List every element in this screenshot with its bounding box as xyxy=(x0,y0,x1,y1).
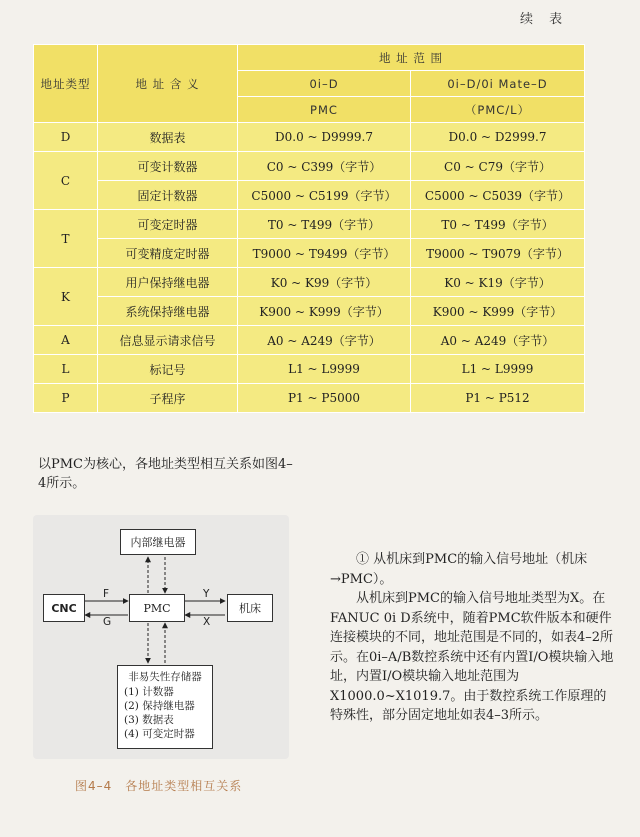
label-f: F xyxy=(103,588,110,600)
range-cell: A0 ~ A249（字节） xyxy=(411,326,585,355)
header-address-type: 地址类型 xyxy=(34,45,98,123)
meaning-cell: 可变定时器 xyxy=(98,210,238,239)
machine-box: 机床 xyxy=(227,594,273,622)
range-cell: K0 ~ K19（字节） xyxy=(411,268,585,297)
meaning-cell: 可变精度定时器 xyxy=(98,239,238,268)
table-row xyxy=(34,297,585,326)
label-g: G xyxy=(103,616,112,628)
header-pmc: PMC xyxy=(238,97,411,123)
range-cell: P1 ~ P512 xyxy=(411,384,585,413)
nv-item: (1) 计数器 xyxy=(124,686,174,698)
type-cell: T xyxy=(34,210,98,268)
range-cell: C0 ~ C79（字节） xyxy=(411,152,585,181)
type-cell: D xyxy=(34,123,98,152)
range-cell: T0 ~ T499（字节） xyxy=(238,210,411,239)
label-y: Y xyxy=(203,588,210,600)
header-model-0i-mate-d: 0i–D/0i Mate–D xyxy=(411,71,585,97)
meaning-cell: 信息显示请求信号 xyxy=(98,326,238,355)
pmc-box: PMC xyxy=(129,594,185,622)
type-cell: K xyxy=(34,268,98,326)
range-cell: D0.0 ~ D9999.7 xyxy=(238,123,411,152)
meaning-cell: 数据表 xyxy=(98,123,238,152)
type-cell: P xyxy=(34,384,98,413)
right-text-column xyxy=(330,550,615,726)
range-cell: T9000 ~ T9079（字节） xyxy=(411,239,585,268)
address-table xyxy=(33,44,585,413)
type-cell: A xyxy=(34,326,98,355)
range-cell: C5000 ~ C5199（字节） xyxy=(238,181,411,210)
table-row xyxy=(34,210,585,239)
type-cell: C xyxy=(34,152,98,210)
header-model-0i-d: 0i–D xyxy=(238,71,411,97)
label-x: X xyxy=(203,616,211,628)
range-cell: K900 ~ K999（字节） xyxy=(411,297,585,326)
table-row xyxy=(34,152,585,181)
table-row xyxy=(34,384,585,413)
meaning-cell: 用户保持继电器 xyxy=(98,268,238,297)
nv-title: 非易失性存储器 xyxy=(128,671,202,683)
range-cell: C5000 ~ C5039（字节） xyxy=(411,181,585,210)
table-row xyxy=(34,326,585,355)
intro-paragraph: 以PMC为核心，各地址类型相互关系如图4–4所示。 xyxy=(38,457,293,491)
nonvolatile-memory-box xyxy=(117,665,213,749)
continued-label: 续 表 xyxy=(520,12,569,27)
table-row xyxy=(34,181,585,210)
range-cell: L1 ~ L9999 xyxy=(238,355,411,384)
pmc-relation-diagram xyxy=(33,515,289,759)
range-cell: A0 ~ A249（字节） xyxy=(238,326,411,355)
nv-item: (3) 数据表 xyxy=(124,714,174,726)
range-cell: P1 ~ P5000 xyxy=(238,384,411,413)
meaning-cell: 系统保持继电器 xyxy=(98,297,238,326)
header-pmc-l: （PMC/L） xyxy=(411,97,585,123)
table-row xyxy=(34,123,585,152)
figure-caption: 图4–4 各地址类型相互关系 xyxy=(75,779,243,793)
range-cell: T9000 ~ T9499（字节） xyxy=(238,239,411,268)
nv-item: (2) 保持继电器 xyxy=(124,700,195,712)
range-cell: K900 ~ K999（字节） xyxy=(238,297,411,326)
range-cell: C0 ~ C399（字节） xyxy=(238,152,411,181)
header-address-meaning: 地 址 含 义 xyxy=(98,45,238,123)
range-cell: D0.0 ~ D2999.7 xyxy=(411,123,585,152)
table-row xyxy=(34,355,585,384)
range-cell: K0 ~ K99（字节） xyxy=(238,268,411,297)
cnc-box: CNC xyxy=(43,594,85,622)
meaning-cell: 固定计数器 xyxy=(98,181,238,210)
table-row xyxy=(34,239,585,268)
nv-item: (4) 可变定时器 xyxy=(124,728,195,740)
section-body: 从机床到PMC的输入信号地址类型为X。在FANUC 0i D系统中，随着PMC软件版本和硬件连接模块的不同，地址范围是不同的，如表4–2所示。在0i–A/B数控系统中还有内置I/O模块输入地址，内置I/O模块输入地址范围为X1000.0~X1019.7。由于数控系统工作原理的特殊性，部分固定地址如表4–3所示。 xyxy=(330,591,614,723)
type-cell: L xyxy=(34,355,98,384)
table-row xyxy=(34,268,585,297)
section-heading: ① 从机床到PMC的输入信号地址（机床→PMC）。 xyxy=(330,552,588,587)
meaning-cell: 标记号 xyxy=(98,355,238,384)
meaning-cell: 子程序 xyxy=(98,384,238,413)
meaning-cell: 可变计数器 xyxy=(98,152,238,181)
internal-relay-box: 内部继电器 xyxy=(120,529,196,555)
header-address-range: 地 址 范 围 xyxy=(238,45,585,71)
range-cell: L1 ~ L9999 xyxy=(411,355,585,384)
range-cell: T0 ~ T499（字节） xyxy=(411,210,585,239)
